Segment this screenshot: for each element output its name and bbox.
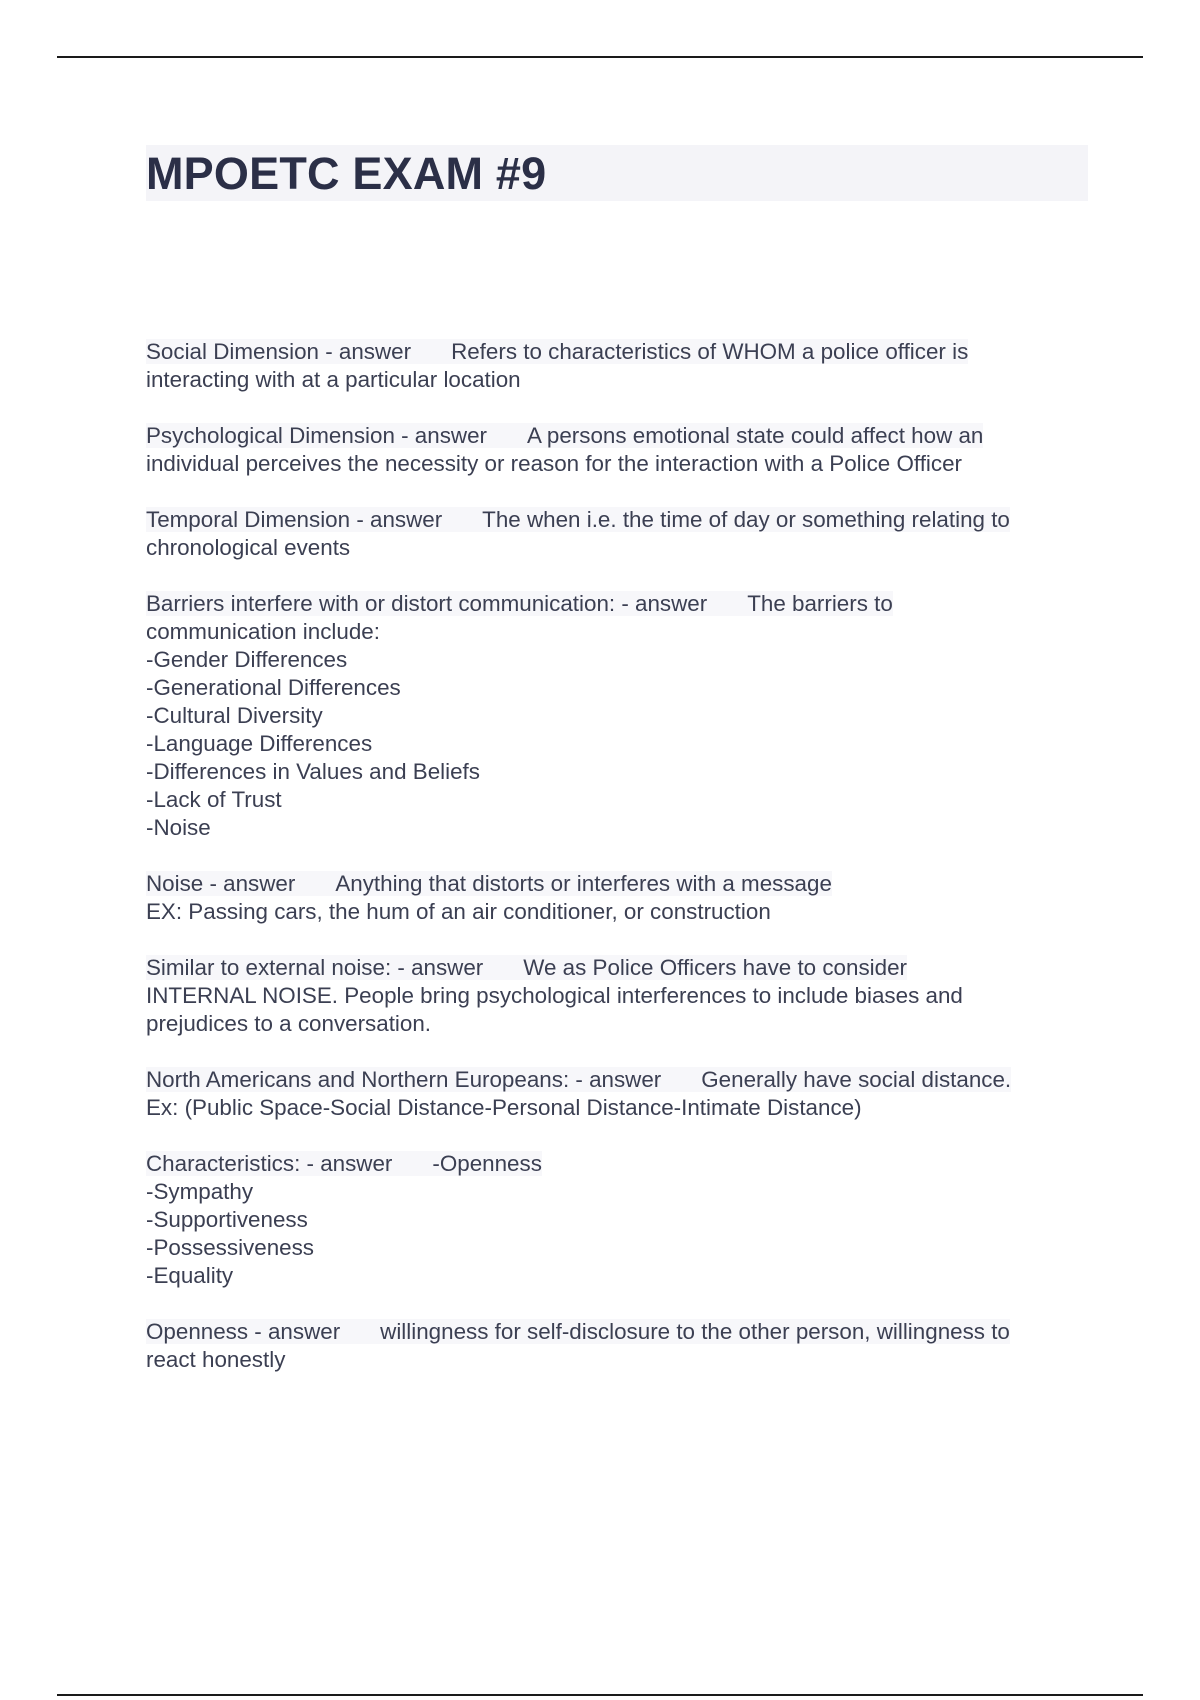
flashcard-entry bbox=[146, 506, 1088, 562]
answer-separator: - answer bbox=[615, 591, 708, 616]
flashcard-entry bbox=[146, 1066, 1088, 1122]
entry-term: North Americans and Northern Europeans: bbox=[146, 1067, 570, 1092]
entry-answer-line: -Sympathy bbox=[146, 1179, 254, 1204]
entry-answer-line: -Noise bbox=[146, 815, 211, 840]
answer-separator: - answer bbox=[394, 423, 487, 448]
entry-answer-line: EX: Passing cars, the hum of an air conditioner, or construction bbox=[146, 899, 771, 924]
entry-term: Social Dimension bbox=[146, 339, 319, 364]
answer-separator: - answer bbox=[391, 955, 484, 980]
flashcard-entry bbox=[146, 954, 1088, 1038]
entry-answer-line: -Generational Differences bbox=[146, 675, 401, 700]
answer-separator: - answer bbox=[248, 1319, 341, 1344]
entry-answer-line: The barriers to bbox=[747, 591, 893, 616]
entry-answer-line: chronological events bbox=[146, 535, 351, 560]
document-title: MPOETC EXAM #9 bbox=[146, 147, 547, 199]
entry-answer-line: individual perceives the necessity or reason for the interaction with a Police Officer bbox=[146, 451, 963, 476]
entry-answer-line: react honestly bbox=[146, 1347, 286, 1372]
flashcard-list bbox=[146, 338, 1088, 1374]
entry-answer-line: Anything that distorts or interferes with a message bbox=[335, 871, 832, 896]
title-band bbox=[146, 145, 1088, 201]
entry-answer-line: A persons emotional state could affect how an bbox=[526, 423, 984, 448]
entry-answer-line: -Supportiveness bbox=[146, 1207, 308, 1232]
flashcard-entry bbox=[146, 1150, 1088, 1290]
entry-term: Noise bbox=[146, 871, 204, 896]
flashcard-entry bbox=[146, 422, 1088, 478]
entry-answer-line: INTERNAL NOISE. People bring psychological interferences to include biases and bbox=[146, 983, 963, 1008]
entry-term: Openness bbox=[146, 1319, 249, 1344]
entry-answer-line: Refers to characteristics of WHOM a police officer is bbox=[451, 339, 969, 364]
document-page bbox=[146, 145, 1088, 1402]
flashcard-entry bbox=[146, 870, 1088, 926]
entry-answer-line: -Cultural Diversity bbox=[146, 703, 323, 728]
entry-answer-line: Ex: (Public Space-Social Distance-Personal Distance-Intimate Distance) bbox=[146, 1095, 862, 1120]
entry-answer-line: prejudices to a conversation. bbox=[146, 1011, 432, 1036]
bottom-rule bbox=[57, 1694, 1143, 1696]
entry-answer-line: The when i.e. the time of day or something relating to bbox=[482, 507, 1010, 532]
answer-separator: - answer bbox=[569, 1067, 662, 1092]
entry-answer-line: -Possessiveness bbox=[146, 1235, 314, 1260]
entry-term: Similar to external noise: bbox=[146, 955, 392, 980]
answer-separator: - answer bbox=[300, 1151, 393, 1176]
flashcard-entry bbox=[146, 338, 1088, 394]
entry-answer-line: -Gender Differences bbox=[146, 647, 348, 672]
flashcard-entry bbox=[146, 590, 1088, 842]
entry-answer-line: communication include: bbox=[146, 619, 380, 644]
entry-answer-line: willingness for self-disclosure to the other person, willingness to bbox=[380, 1319, 1010, 1344]
entry-answer-line: interacting with at a particular location bbox=[146, 367, 521, 392]
entry-term: Barriers interfere with or distort communication: bbox=[146, 591, 616, 616]
entry-answer-line: Generally have social distance. bbox=[701, 1067, 1012, 1092]
entry-answer-line: -Openness bbox=[432, 1151, 542, 1176]
entry-answer-line: -Equality bbox=[146, 1263, 234, 1288]
answer-separator: - answer bbox=[318, 339, 412, 364]
entry-answer-line: We as Police Officers have to consider bbox=[523, 955, 907, 980]
entry-answer-line: -Lack of Trust bbox=[146, 787, 282, 812]
entry-term: Temporal Dimension bbox=[146, 507, 351, 532]
answer-separator: - answer bbox=[350, 507, 443, 532]
top-rule bbox=[57, 56, 1143, 58]
answer-separator: - answer bbox=[203, 871, 296, 896]
entry-term: Characteristics: bbox=[146, 1151, 301, 1176]
flashcard-entry bbox=[146, 1318, 1088, 1374]
entry-answer-line: -Language Differences bbox=[146, 731, 373, 756]
entry-answer-line: -Differences in Values and Beliefs bbox=[146, 759, 480, 784]
entry-term: Psychological Dimension bbox=[146, 423, 395, 448]
